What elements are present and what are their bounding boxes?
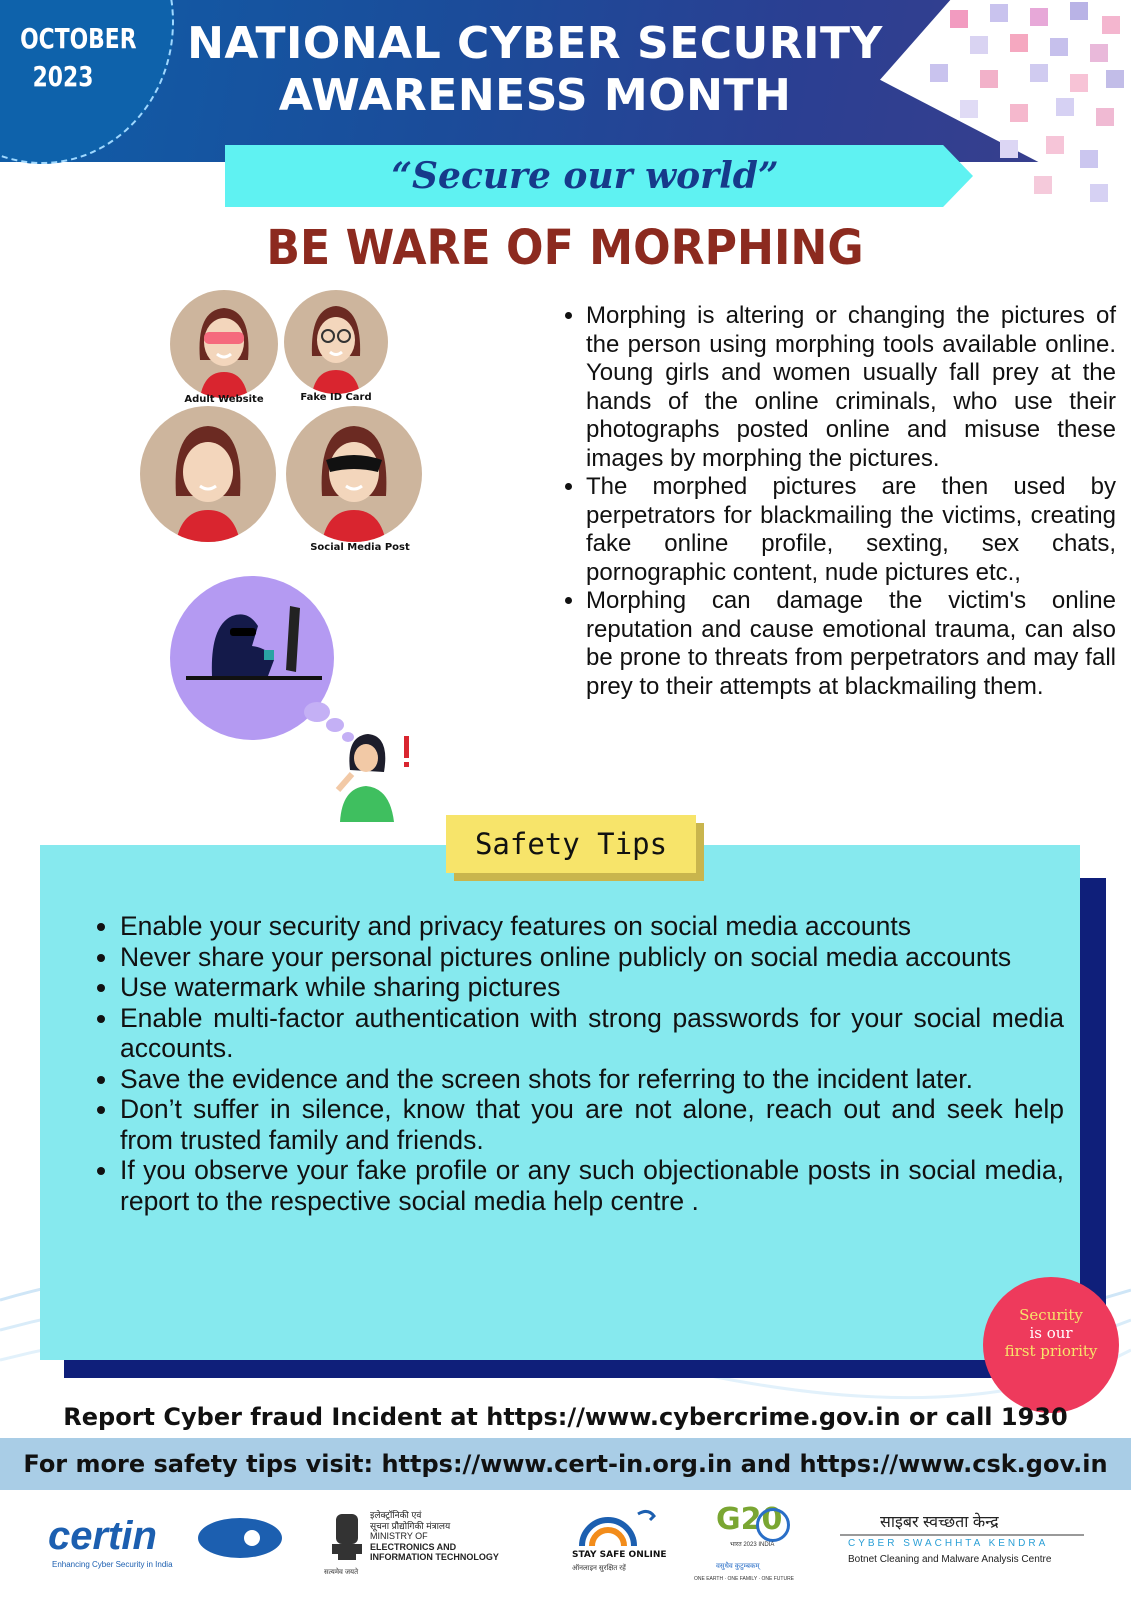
meity-line-3: INFORMATION TECHNOLOGY: [370, 1552, 499, 1562]
title-line-2: AWARENESS MONTH: [278, 70, 792, 121]
seal-line-1: Security: [1019, 1306, 1083, 1324]
seal-text: [988, 1306, 1114, 1360]
tip-item: • Enable your security and privacy features on social media accounts: [120, 911, 1064, 942]
g20-lotus-icon: [756, 1508, 790, 1542]
certin-node-icon: [244, 1530, 260, 1546]
certin-tagline: Enhancing Cyber Security in India: [52, 1560, 173, 1569]
tip-item: • Save the evidence and the screen shots for referring to the incident later.: [120, 1064, 1064, 1095]
page-title: [150, 18, 920, 122]
bubble-dot-1: [304, 702, 330, 722]
seal-line-2: is our: [1029, 1324, 1073, 1342]
meity-logo: [324, 1510, 540, 1584]
g20-logo: [694, 1502, 810, 1592]
stay-safe-title: STAY SAFE ONLINE: [572, 1550, 667, 1560]
tip-item: • If you observe your fake profile or any such objectionable posts in social media, report to the respective social media help centre .: [120, 1155, 1064, 1216]
tips-list: [94, 911, 1064, 1216]
caption-fake-id: Fake ID Card: [300, 392, 372, 403]
month-label: OCTOBER: [20, 22, 137, 55]
csk-name: CYBER SWACHHTA KENDRA: [848, 1538, 1049, 1549]
meity-hindi-1: इलेक्ट्रॉनिकी एवं: [370, 1510, 422, 1520]
certin-logo: [48, 1514, 288, 1574]
tip-item: • Use watermark while sharing pictures: [120, 972, 1064, 1003]
g20-sub: भारत 2023 INDIA: [730, 1542, 775, 1548]
caption-adult-website: Adult Website: [184, 394, 264, 405]
g20-hindi: वसुधैव कुटुम्बकम्: [716, 1563, 760, 1570]
meity-line-1: MINISTRY OF: [370, 1531, 428, 1541]
csk-tagline: Botnet Cleaning and Malware Analysis Centre: [848, 1554, 1052, 1565]
certin-swoosh-icon: [198, 1518, 282, 1558]
tip-item: • Don’t suffer in silence, know that you are not alone, reach out and seek help from trusted family and friends.: [120, 1094, 1064, 1155]
stay-safe-icon: [578, 1504, 662, 1548]
report-line: Report Cyber fraud Incident at https://www.cybercrime.gov.in or call 1930: [63, 1403, 1068, 1431]
g20-mark: G20: [716, 1502, 783, 1537]
face-adult-website: [170, 290, 278, 398]
tip-item: • Never share your personal pictures online publicly on social media accounts: [120, 942, 1064, 973]
caption-social-media: Social Media Post: [310, 542, 410, 553]
visit-line: For more safety tips visit: https://www.cert-in.org.in and https://www.csk.gov.in: [23, 1450, 1108, 1478]
morphing-illustration: [138, 290, 438, 830]
stay-safe-logo: [572, 1504, 672, 1588]
morphing-description: [560, 302, 1116, 701]
hacker-icon: [182, 586, 322, 706]
csk-hindi: साइबर स्वच्छता केन्द्र: [880, 1514, 999, 1531]
year-label: 2023: [32, 60, 94, 93]
slogan-text: “Secure our world”: [391, 155, 779, 197]
meity-line-2: ELECTRONICS AND: [370, 1541, 457, 1552]
face-social-media: [286, 406, 422, 542]
section-heading: BE WARE OF MORPHING: [266, 220, 864, 276]
worried-girl-icon: [328, 730, 418, 822]
description-item: • Morphing is altering or changing the pictures of the person using morphing tools available online. Young girls and women usually fall prey at the hands of the online criminals, who use their photographs posted online and misuse these images by morphing the pictures.: [586, 302, 1116, 473]
g20-tagline: ONE EARTH · ONE FAMILY · ONE FUTURE: [694, 1576, 795, 1582]
emblem-icon: [330, 1510, 364, 1566]
date-label: [20, 20, 137, 96]
csk-divider: [840, 1534, 1084, 1536]
meity-motto: सत्यमेव जयते: [324, 1569, 359, 1576]
tips-title: Safety Tips: [446, 815, 696, 873]
stay-safe-subtitle: ऑनलाइन सुरक्षित रहें: [572, 1565, 626, 1572]
description-item: • The morphed pictures are then used by perpetrators for blackmailing the victims, creating fake online profile, sexting, sex chats, pornographic content, nude pictures etc.,: [586, 473, 1116, 587]
meity-hindi-2: सूचना प्रौद्योगिकी मंत्रालय: [370, 1520, 451, 1531]
description-item: • Morphing can damage the victim's online reputation and cause emotional trauma, can also be prone to threats from perpetrators and may fall prey to their attempts at blackmailing them.: [586, 587, 1116, 701]
title-line-1: NATIONAL CYBER SECURITY: [187, 18, 883, 69]
footer-logos: [0, 1496, 1131, 1600]
face-original: [140, 406, 276, 542]
face-fake-id: [284, 290, 388, 394]
meity-text: [370, 1510, 499, 1563]
seal-line-3: first priority: [1004, 1342, 1098, 1360]
csk-logo: [840, 1510, 1090, 1580]
tip-item: • Enable multi-factor authentication with strong passwords for your social media accounts.: [120, 1003, 1064, 1064]
certin-wordmark: certin: [48, 1514, 157, 1558]
